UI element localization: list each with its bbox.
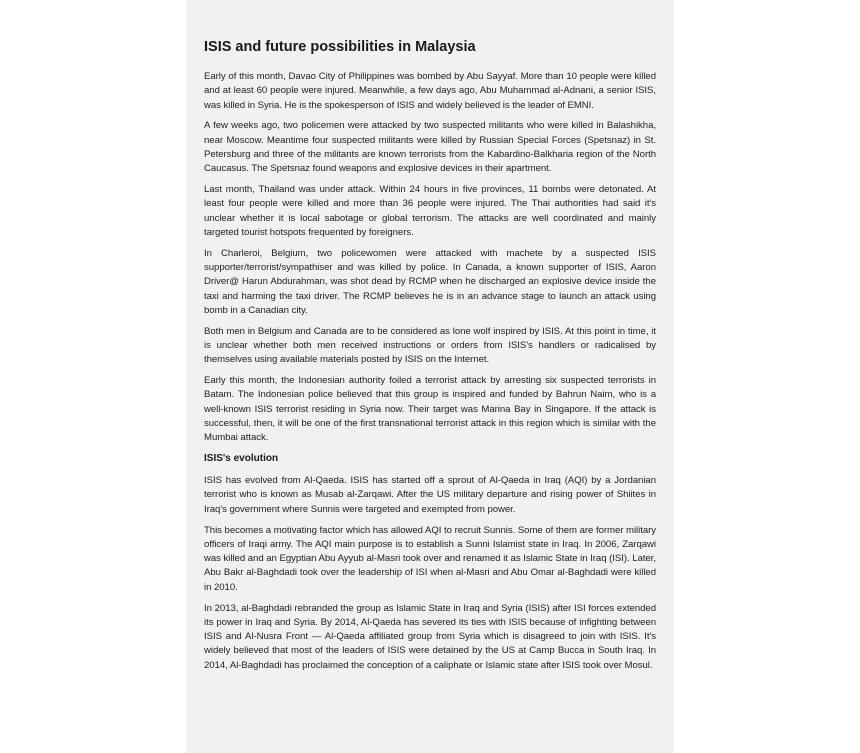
paragraph-belgium-canada: In Charleroi, Belgium, two policewomen were attacked with machete by a suspected ISIS supporter/terrorist/sympathiser and was killed by police. In Canada, a known supporter of ISIS, Aaron Driver@ Harun Abdurahman, was shot dead by RCMP when he discharged an explosive device inside the taxi and harming the taxi driver. The RCMP believes he is in an advance stage to launch an attack using bomb in a Canadian city. (204, 247, 656, 316)
document-body (204, 38, 656, 679)
document-title: ISIS and future possibilities in Malaysia (204, 39, 476, 55)
paragraph-evolution-aqi: This becomes a motivating factor which has allowed AQI to recruit Sunnis. Some of them are former military officers of Iraqi army. The AQI main purpose is to establish a Sunni Islamist state in Iraq. In 2006, Zarqawi was killed and an Egyptian Abu Ayyub al-Masri took over and renamed it as Islamic State in Iraq (ISI). Later, Abu Bakr al-Baghdadi took over the leadership of ISI when al-Masri and Abu Omar al-Baghdadi were killed in 2010. (204, 524, 656, 593)
section-heading-evolution: ISIS's evolution (204, 453, 279, 465)
paragraph-evolution-origin: ISIS has evolved from Al-Qaeda. ISIS has started off a sprout of Al-Qaeda in Iraq (AQI) by a Jordanian terrorist who is known as Musab al-Zarqawi. After the US military departure and rising power of Shiites in Iraq's government where Sunnis were targeted and exempted from power. (204, 475, 656, 515)
paragraph-evolution-rebrand: In 2013, al-Baghdadi rebranded the group as Islamic State in Iraq and Syria (ISIS) after ISI forces extended its power in Iraq and Syria. By 2014, Al-Qaeda has severed its ties with ISIS because of infighting between ISIS and Al-Nusra Front — Al-Qaeda affiliated group from Syria which is disagreed to join with ISIS. It's widely believed that most of the leaders of ISIS were detained by the US at Camp Bucca in South Iraq. In 2014, Al-Baghdadi has proclaimed the conception of a caliphate or Islamic state after ISIS took over Mosul. (204, 602, 656, 671)
paragraph-indonesia-foiled: Early this month, the Indonesian authority foiled a terrorist attack by arresting six suspected terrorists in Batam. The Indonesian police believed that this group is inspired and funded by Bahrun Naim, who is a well-known ISIS terrorist residing in Syria now. Their target was Marina Bay in Singapore. If the attack is successful, then, it will be one of the first transnational terrorist attack in this region which is similar with the Mumbai attack. (204, 375, 656, 444)
paragraph-thailand-attack: Last month, Thailand was under attack. Within 24 hours in five provinces, 11 bombs were detonated. At least four people were killed and more than 36 people were injured. The Thai authorities had said it's unclear whether it is local sabotage or global terrorism. The attacks are well coordinated and mainly targeted tourist hotspots frequented by foreigners. (204, 184, 656, 238)
paragraph-lone-wolf: Both men in Belgium and Canada are to be considered as lone wolf inspired by ISIS. At this point in time, it is unclear whether both men received instructions or orders from ISIS's handlers or radicalised by themselves using available materials posted by ISIS on the Internet. (204, 325, 656, 366)
paragraph-moscow-attack: A few weeks ago, two policemen were attacked by two suspected militants who were killed in Balashikha, near Moscow. Meantime four suspected militants were killed by Russian Special Forces (Spetsnaz) in St. Petersburg and three of the militants are known terrorists from the Kabardino-Balkharia region of the North Caucasus. The Spetsnaz found weapons and explosive devices in their apartment. (204, 120, 656, 175)
paragraph-davao-bombing: Early of this month, Davao City of Philippines was bombed by Abu Sayyaf. More than 10 people were killed and at least 60 people were injured. Meanwhile, a few days ago, Abu Muhammad al-Adnani, a senior ISIS, was killed in Syria. He is the spokesperson of ISIS and widely believed is the leader of EMNI. (204, 71, 656, 111)
